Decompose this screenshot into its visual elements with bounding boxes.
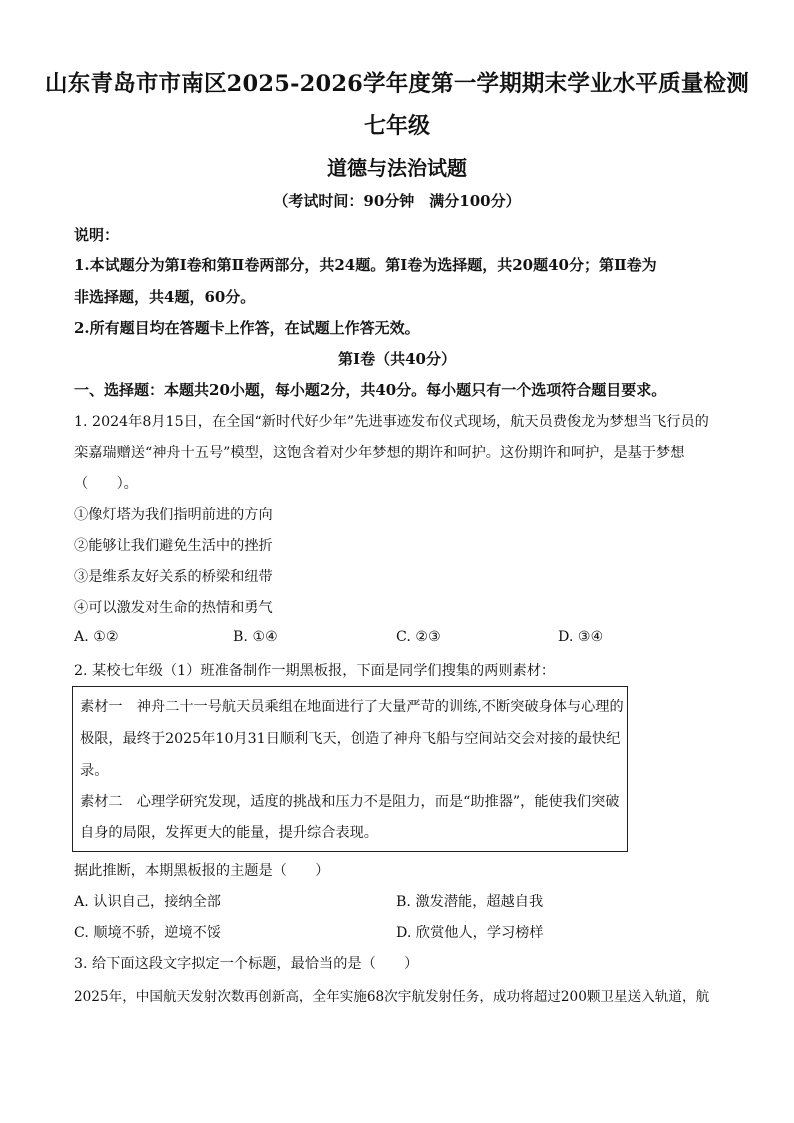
q2-material-2-line-1: 素材二 心理学研究发现，适度的挑战和压力不是阻力，而是“助推器”，能使我们突破 — [80, 794, 620, 810]
instruction-item-2: 2.所有题目均在答题卡上作答，在试题上作答无效。 — [74, 319, 420, 337]
exam-title: 山东青岛市市南区2025-2026学年度第一学期期末学业水平质量检测 — [45, 71, 749, 97]
q2-material-2-line-2: 自身的局限，发挥更大的能量，提升综合表现。 — [80, 825, 378, 841]
q1-option-c: C. ②③ — [396, 629, 441, 645]
q1-statement-3: ③是维系友好关系的桥梁和纽带 — [74, 569, 273, 585]
instructions-label: 说明： — [74, 226, 120, 244]
q1-stem-line-2: 栾嘉瑞赠送“神舟十五号”模型，这饱含着对少年梦想的期许和呵护。这份期许和呵护，是基于梦想 — [74, 445, 685, 461]
instruction-item-1-line-2: 非选择题，共4题，60分。 — [74, 288, 256, 306]
q3-stem: 3. 给下面这段文字拟定一个标题，最恰当的是（ ） — [74, 956, 419, 972]
section-heading: 一、选择题：本题共20小题，每小题2分，共40分。每小题只有一个选项符合题目要求。 — [74, 381, 667, 399]
q2-option-c: C. 顺境不骄，逆境不馁 — [74, 925, 222, 941]
q1-statement-1: ①像灯塔为我们指明前进的方向 — [74, 507, 273, 523]
instruction-item-1-line-1: 1.本试题分为第Ⅰ卷和第Ⅱ卷两部分，共24题。第Ⅰ卷为选择题，共20题40分；第Ⅱ卷为 — [74, 256, 657, 274]
q1-option-d: D. ③④ — [558, 629, 604, 645]
section-title: 第Ⅰ卷（共40分） — [338, 350, 456, 368]
q2-option-b: B. 激发潜能，超越自我 — [396, 894, 544, 910]
q3-passage-line-1: 2025年，中国航天发射次数再创新高，全年实施68次宇航发射任务，成功将超过200颗卫星送入轨道，航 — [74, 989, 710, 1005]
q2-option-a: A. 认识自己，接纳全部 — [74, 894, 221, 910]
grade-title: 七年级 — [363, 113, 430, 139]
q1-statement-4: ④可以激发对生命的热情和勇气 — [74, 600, 273, 616]
q1-option-b: B. ①④ — [233, 629, 278, 645]
q2-material-1-line-1: 素材一 神舟二十一号航天员乘组在地面进行了大量严苛的训练,不断突破身体与心理的 — [80, 699, 624, 715]
exam-info: （考试时间：90分钟 满分100分） — [273, 192, 521, 210]
subject-title: 道德与法治试题 — [327, 156, 467, 180]
q2-material-1-line-2: 极限，最终于2025年10月31日顺利飞天，创造了神舟飞船与空间站交会对接的最快纪 — [80, 731, 621, 747]
q1-option-a: A. ①② — [74, 629, 119, 645]
q2-stem: 2. 某校七年级（1）班准备制作一期黑板报，下面是同学们搜集的两则素材： — [74, 663, 556, 679]
q1-stem-line-1: 1. 2024年8月15日，在全国“新时代好少年”先进事迹发布仪式现场，航天员费俊龙为梦想当飞行员的 — [74, 414, 709, 430]
q1-statement-2: ②能够让我们避免生活中的挫折 — [74, 538, 273, 554]
q1-stem-line-3: （ ）。 — [74, 476, 138, 492]
q2-option-d: D. 欣赏他人，学习榜样 — [396, 925, 544, 941]
q2-material-1-line-3: 录。 — [80, 763, 109, 779]
q2-question: 据此推断，本期黑板报的主题是（ ） — [74, 863, 330, 879]
